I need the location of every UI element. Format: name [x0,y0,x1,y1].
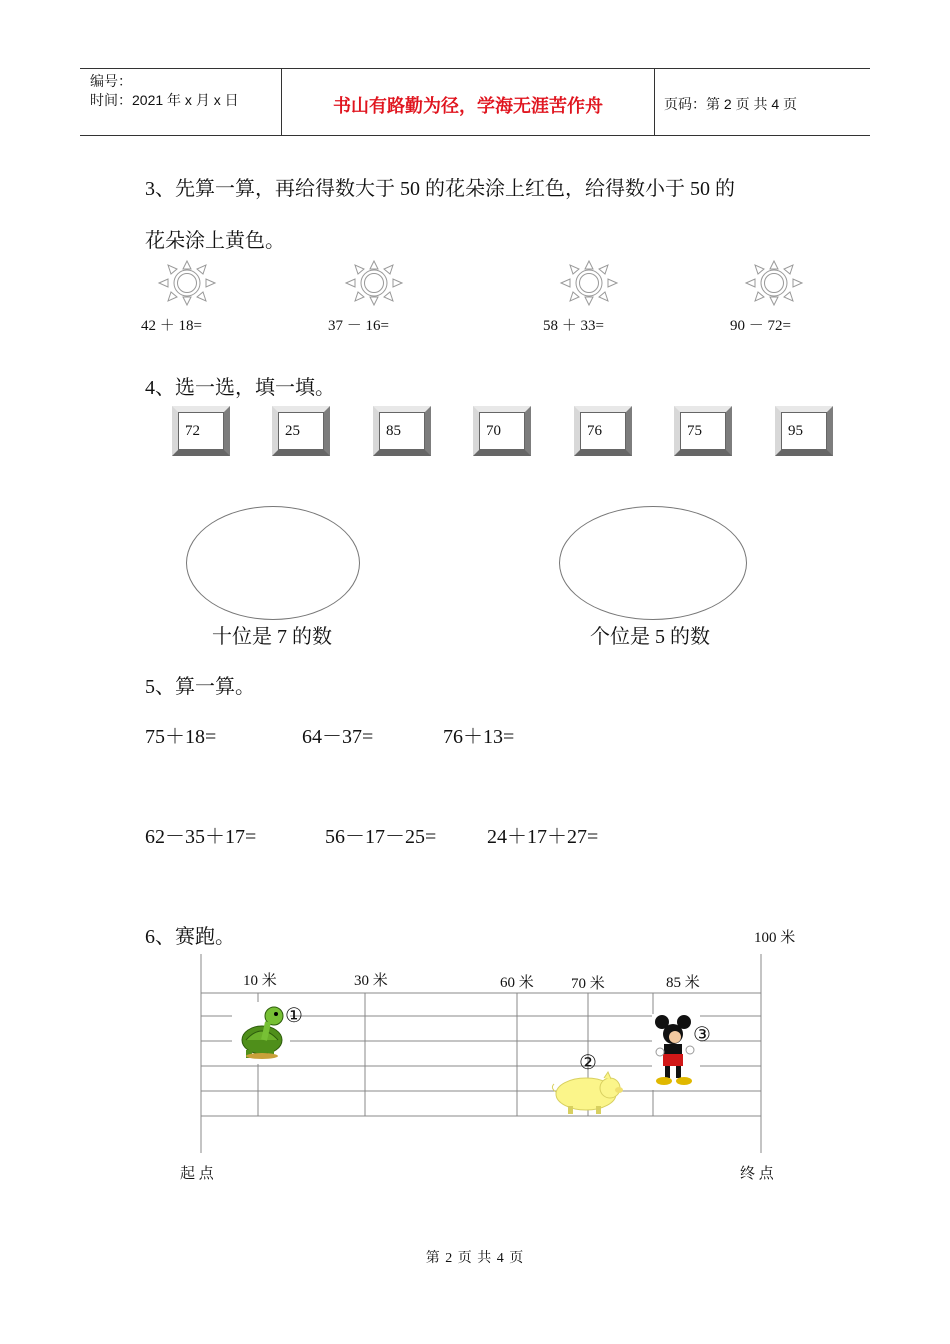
marker-1: ① [285,1005,303,1027]
number-card[interactable] [172,406,230,456]
marker-3: ③ [693,1024,711,1046]
number-card[interactable] [272,406,330,456]
number-card-value: 76 [580,412,626,450]
calc-expression: 64－37= [302,726,374,748]
distance-label: 70 米 [571,976,605,992]
header-bottom-rule [80,135,870,136]
distance-label: 60 米 [500,975,534,991]
page-info: 页码：第 2 页 共 4 页 [664,96,798,112]
number-card[interactable] [574,406,632,456]
number-card-value: 95 [781,412,827,450]
number-card-value: 25 [278,412,324,450]
calc-expression: 56－17－25= [325,826,437,848]
distance-label: 85 米 [666,975,700,991]
finish-label: 终 点 [740,1166,774,1182]
calc-expression: 75＋18= [145,726,217,748]
flower-expression: 37 － 16= [328,318,389,334]
flower-expression: 90 － 72= [730,318,791,334]
q6-title: 6、赛跑。 [145,926,235,948]
header-divider [654,68,655,136]
q3-line1: 3、先算一算，再给得数大于 50 的花朵涂上红色，给得数小于 50 的 [145,178,735,200]
start-label: 起 点 [180,1166,214,1182]
calc-expression: 62－35＋17= [145,826,257,848]
ellipse-left-label: 十位是 7 的数 [212,626,332,648]
marker-2: ② [579,1052,597,1074]
calc-expression: 76＋13= [443,726,515,748]
header-top-rule [80,68,870,69]
distance-label: 10 米 [243,973,277,989]
motto: 书山有路勤为径，学海无涯苦作舟 [333,96,603,117]
number-label: 编号： [90,73,132,89]
q5-title: 5、算一算。 [145,676,255,698]
turtle-icon [232,1002,290,1064]
q4-title: 4、选一选，填一填。 [145,377,335,399]
number-card[interactable] [775,406,833,456]
number-card-value: 85 [379,412,425,450]
sun-flower-icon[interactable] [559,258,619,308]
header-meta [90,72,239,110]
number-card[interactable] [674,406,732,456]
tens-digit-7-ellipse[interactable] [186,506,360,620]
distance-label: 30 米 [354,973,388,989]
ellipse-right-label: 个位是 5 的数 [590,626,710,648]
number-card[interactable] [473,406,531,456]
calc-expression: 24＋17＋27= [487,826,599,848]
flower-expression: 42 ＋ 18= [141,318,202,334]
time-label: 时间：2021 年 x 月 x 日 [90,92,239,108]
ones-digit-5-ellipse[interactable] [559,506,747,620]
page-footer: 第 2 页 共 4 页 [425,1251,525,1266]
flower-expression: 58 ＋ 33= [543,318,604,334]
number-card[interactable] [373,406,431,456]
number-card-value: 70 [479,412,525,450]
q3-line2: 花朵涂上黄色。 [145,230,285,252]
number-card-value: 72 [178,412,224,450]
number-card-value: 75 [680,412,726,450]
end-distance-label: 100 米 [754,930,796,946]
sun-flower-icon[interactable] [744,258,804,308]
sun-flower-icon[interactable] [157,258,217,308]
sun-flower-icon[interactable] [344,258,404,308]
pig-icon [546,1070,632,1116]
